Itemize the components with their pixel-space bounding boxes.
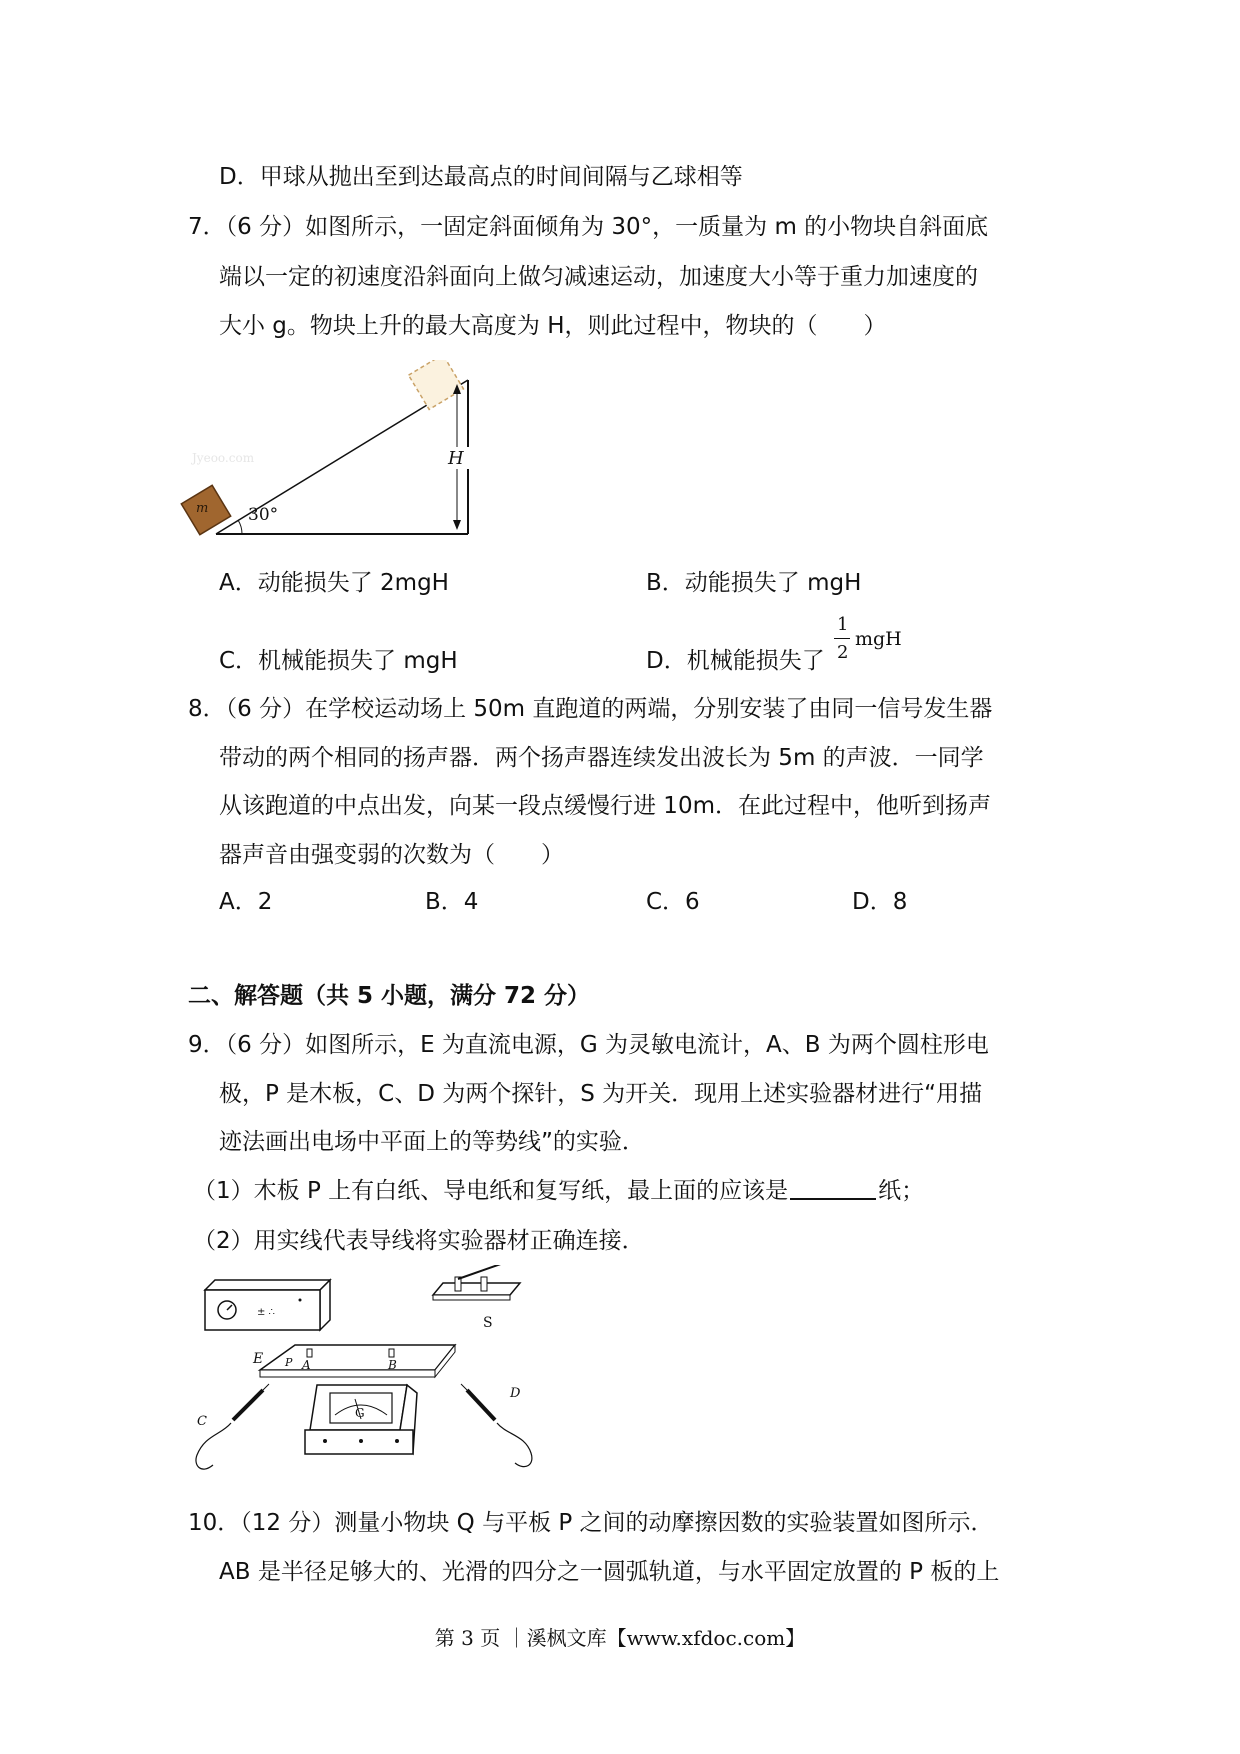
q9-label-e: E bbox=[253, 1351, 264, 1367]
q9-text-line-1: 9．（6 分）如图所示，E 为直流电源，G 为灵敏电流计，A、B 为两个圆柱形电 bbox=[188, 1032, 989, 1058]
q7-option-d-suffix: mgH bbox=[855, 628, 902, 650]
q9-sub1-suffix: 纸； bbox=[878, 1178, 925, 1204]
q10-text-line-2: AB 是半径足够大的、光滑的四分之一圆弧轨道，与水平固定放置的 P 板的上 bbox=[219, 1559, 1000, 1585]
q8-text-line-2: 带动的两个相同的扬声器．两个扬声器连续发出波长为 5m 的声波．一同学 bbox=[219, 745, 984, 771]
q8-option-a: A．2 bbox=[219, 889, 273, 915]
q9-text-line-3: 迹法画出电场中平面上的等势线”的实验． bbox=[219, 1129, 645, 1155]
q9-power-supply bbox=[205, 1280, 330, 1330]
q7-text-line-2: 端以一定的初速度沿斜面向上做匀减速运动，加速度大小等于重力加速度的 bbox=[219, 264, 978, 290]
q7-height-label: H bbox=[448, 448, 464, 469]
q7-block-label: m bbox=[196, 501, 209, 516]
q9-switch bbox=[433, 1265, 520, 1300]
q10-text-line-1: 10．（12 分）测量小物块 Q 与平板 P 之间的动摩擦因数的实验装置如图所示． bbox=[188, 1510, 994, 1536]
q7-angle-arc bbox=[238, 520, 242, 534]
q9-probe-d bbox=[461, 1384, 532, 1467]
q8-text-line-3: 从该跑道的中点出发，向某一段点缓慢行进 10m．在此过程中，他听到扬声 bbox=[219, 793, 991, 819]
q7-figure-watermark: Jyeoo.com bbox=[192, 451, 255, 465]
page-footer: 第 3 页 ｜溪枫文库【www.xfdoc.com】 bbox=[434, 1626, 806, 1650]
q8-text-line-1: 8．（6 分）在学校运动场上 50m 直跑道的两端，分别安装了由同一信号发生器 bbox=[188, 696, 993, 722]
q9-label-p: P bbox=[285, 1356, 293, 1369]
q7-option-c: C．机械能损失了 mgH bbox=[219, 648, 458, 674]
q7-angle-label: 30° bbox=[248, 505, 279, 525]
q7-option-b: B．动能损失了 mgH bbox=[646, 570, 862, 596]
q9-label-s: S bbox=[483, 1315, 493, 1331]
q7-text-line-3: 大小 g。物块上升的最大高度为 H，则此过程中，物块的（ ） bbox=[219, 313, 887, 339]
q7-option-a: A．动能损失了 2mgH bbox=[219, 570, 449, 596]
section-2-heading: 二、解答题（共 5 小题，满分 72 分） bbox=[188, 983, 591, 1009]
q9-sub1-text: （1）木板 P 上有白纸、导电纸和复写纸，最上面的应该是 bbox=[193, 1178, 789, 1204]
q9-label-d: D bbox=[510, 1386, 521, 1401]
q9-answer-blank[interactable] bbox=[790, 1176, 876, 1200]
q7-block-top-dashed bbox=[409, 360, 464, 409]
q8-option-d: D．8 bbox=[852, 889, 908, 915]
svg-text:± ∴: ± ∴ bbox=[257, 1307, 275, 1318]
q7-option-d-fraction-bar bbox=[834, 638, 850, 639]
q7-incline-figure bbox=[180, 360, 480, 540]
q7-option-d-fraction-denominator: 2 bbox=[837, 642, 849, 663]
q9-label-c: C bbox=[197, 1414, 207, 1429]
q8-option-b: B．4 bbox=[425, 889, 479, 915]
q7-option-d: D．机械能损失了 bbox=[646, 648, 825, 674]
q8-text-line-4: 器声音由强变弱的次数为（ ） bbox=[219, 842, 564, 868]
q9-label-g: G bbox=[355, 1406, 365, 1420]
q9-sub-question-1 bbox=[193, 1176, 924, 1206]
q9-apparatus-figure bbox=[185, 1265, 565, 1490]
q7-option-d-fraction-numerator: 1 bbox=[837, 614, 849, 635]
q9-sub-question-2: （2）用实线代表导线将实验器材正确连接． bbox=[193, 1228, 645, 1254]
q9-label-a: A bbox=[302, 1358, 311, 1372]
q9-label-b: B bbox=[388, 1358, 397, 1372]
q9-text-line-2: 极，P 是木板，C、D 为两个探针，S 为开关．现用上述实验器材进行“用描 bbox=[219, 1081, 983, 1107]
q7-text-line-1: 7．（6 分）如图所示，一固定斜面倾角为 30°，一质量为 m 的小物块自斜面底 bbox=[188, 214, 989, 240]
q6-option-d: D．甲球从抛出至到达最高点的时间间隔与乙球相等 bbox=[219, 164, 743, 190]
q8-option-c: C．6 bbox=[646, 889, 700, 915]
